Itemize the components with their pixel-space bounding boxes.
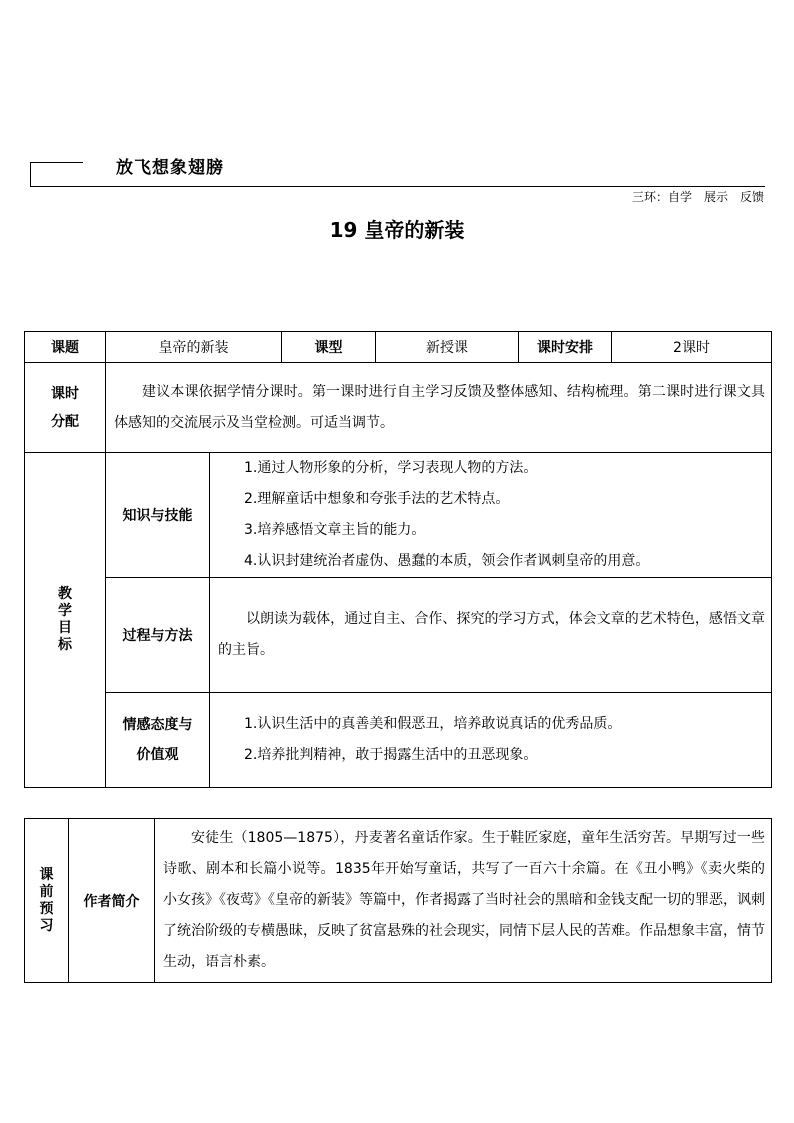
preview-label-cell [25, 819, 69, 983]
header-title: 放飞想象翅膀 [116, 158, 224, 178]
preview-table [24, 818, 772, 983]
process-text [210, 578, 772, 693]
author-text [155, 819, 772, 983]
attitude-label-line2: 价值观 [136, 747, 179, 763]
allocation-label [25, 363, 106, 453]
allocation-text [106, 363, 772, 453]
header-rule [30, 186, 765, 187]
allocation-paragraph: 建议本课依据学情分课时。第一课时进行自主学习反馈及整体感知、结构梳理。第二课时进行课文具体感知的交流展示及当堂检测。可适当调节。 [114, 383, 765, 431]
list-item: 1.通过人物形象的分析，学习表现人物的方法。 [244, 460, 538, 476]
process-label: 过程与方法 [106, 578, 210, 693]
author-paragraph: 安徒生（1805—1875），丹麦著名童话作家。生于鞋匠家庭，童年生活穷苦。早期写过一些诗歌、剧本和长篇小说等。1835年开始写童话，共写了一百六十余篇。在《丑小鸭》《卖火柴的小女孩》《夜莺》《皇帝的新装》等篇中，作者揭露了当时社会的黑暗和金钱支配一切的罪恶，讽刺了统治阶级的专横愚昧，反映了贫富悬殊的社会现实，同情下层人民的苦难。作品想象丰富，情节生动，语言朴素。 [163, 830, 765, 970]
type-value: 新授课 [376, 332, 519, 363]
objectives-label: 教学目标 [58, 586, 72, 653]
hours-label: 课时安排 [519, 332, 612, 363]
attitude-row [25, 693, 772, 788]
header-subtitle: 三环：自学 展示 反馈 [631, 190, 764, 204]
process-paragraph: 以朗读为载体，通过自主、合作、探究的学习方式，体会文章的艺术特色，感悟文章的主旨。 [218, 611, 765, 658]
list-item: 1.认识生活中的真善美和假恶丑，培养敢说真话的优秀品质。 [244, 716, 622, 732]
list-item: 2.理解童话中想象和夸张手法的艺术特点。 [244, 491, 510, 507]
attitude-label-line1: 情感态度与 [122, 717, 193, 733]
knowledge-label: 知识与技能 [106, 453, 210, 578]
knowledge-row [25, 453, 772, 578]
allocation-label-line1: 课时 [51, 385, 79, 402]
process-row [25, 578, 772, 693]
attitude-label [106, 693, 210, 788]
info-row [25, 332, 772, 363]
knowledge-list [210, 453, 772, 578]
list-item: 4.认识封建统治者虚伪、愚蠢的本质，领会作者讽刺皇帝的用意。 [244, 553, 650, 569]
list-item: 2.培养批判精神，敢于揭露生活中的丑恶现象。 [244, 747, 538, 763]
type-label: 课型 [282, 332, 376, 363]
author-row [25, 819, 772, 983]
lesson-plan-table [24, 331, 772, 788]
hours-value: 2课时 [612, 332, 772, 363]
allocation-label-line2: 分配 [51, 413, 79, 430]
lesson-title: 19 皇帝的新装 [329, 218, 465, 242]
list-item: 3.培养感悟文章主旨的能力。 [244, 522, 426, 538]
topic-label: 课题 [25, 332, 106, 363]
topic-value: 皇帝的新装 [106, 332, 282, 363]
objectives-label-cell [25, 453, 106, 788]
preview-label: 课前预习 [39, 866, 54, 934]
attitude-list [210, 693, 772, 788]
author-label: 作者简介 [69, 819, 155, 983]
allocation-row [25, 363, 772, 453]
header-corner-mark [30, 162, 83, 187]
